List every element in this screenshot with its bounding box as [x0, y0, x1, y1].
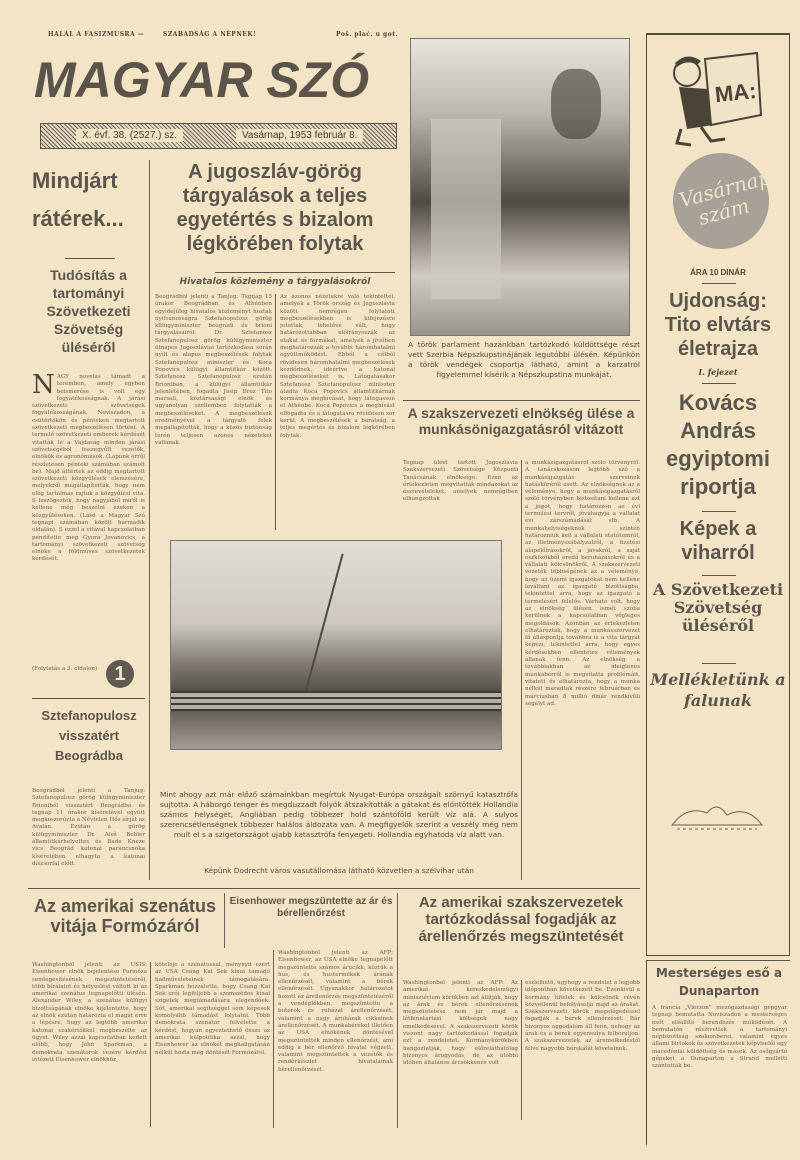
issue-number: X. évf. 38. (2527.) sz.: [76, 129, 183, 142]
issue-date: Vasárnap, 1953 február 8.: [236, 129, 363, 142]
issue-bar: [40, 123, 397, 149]
main-article-col2: Az azonos nézetekre való tekintettel, amelyek a Török ország és Jugoszlávia között nemrégen folytatott megbeszélésekben is kifejezésre jutottak, lehetővé vált, hogy határozottabban előirányozzák az utakat és formákat, amelyek a jövőben meghatározzák a további háromhatalmi együttműködést. Ebből a célból rövidesen háromhatalmi megbeszélések kezdődnek, ideértve a katonai megbeszéléseket is. Látogatásakor Sztefanosz Sztefanopulosz miniszter átadta Koca Popovics államtitkárnak kormánya meghívását, hogy látogasson el Athénbe. Koca Popovics a meghívást elfogadta és a látogatásra rövidesen sor kerül. A megbeszélések a barátság, a teljes megértés és bizalom légkörében folytak.: [280, 294, 395, 439]
column-rule: [150, 962, 151, 1127]
cartoon-label: MA:: [713, 77, 758, 108]
headline-main: A jugoszláv-görög tárgyalások a teljes egyetértés s bizalom légkörében folytak: [176, 161, 374, 255]
column-rule: [149, 160, 150, 880]
photo-detail: [431, 119, 501, 299]
divider: [702, 511, 736, 512]
column-rule: [521, 460, 522, 880]
headline-us-unions: Az amerikai szakszervezetek tartózkodással fogadják az árellenőrzés megszüntetését: [418, 894, 624, 945]
divider: [403, 400, 640, 401]
eisenhower-article-body: Washingtonból jelenti az AFP: Eisenhower, az USA elnöke tegnapelőtt megszüntette számos árucikk, köztük a hus, és hustermékek árának ellenőrzését, valamint a bérek ellenőrzését. Ugyanakkor határozatot hozott az árellenőrzés megszüntetéséről a vendéglőkben, megszüntette a butorok és ruházat árellenőrzését, valamint a nagy áruházak cikkeinek árellenőrzését. A munkabéreket illetően az USA elnökének döntésével megszüntették minden ellenőrzést, ami eddig a bér ellenőrző hivatal végzett, valamint megszüntették a vezetők és rendőrkészlet hivatalainak bérellenőrzését.: [278, 950, 393, 1073]
column-rule: [646, 960, 647, 1145]
column-rule: [224, 893, 225, 948]
column-rule: [521, 980, 522, 1120]
senate-article-col2: kötelője a szenátussal, menynyit ezért az USA Csang Kai Sek kínai támadó hadműveleteinek támogatására. Sparkman hozzátette, hogy Csang Kai Sek erői legfeljebb a szomszédos kínai szigetek megtámadására elegendőek. Sőt, amerikai segítséggel sem képesek komolyabb támadást folytatni. Több demokrata szenátor felvetette a kérdést, hogyan egyeztethető össze az amerikai külpolitika azzal, hogy Eisenhower az elnökét meghallgatásán nélkül hozta meg döntését Formózáról.: [155, 962, 270, 1056]
subhead-main: Hivatalos közlemény a tárgyalásokról: [179, 277, 371, 287]
photo-caption-storm: Mint ahogy azt már előző számainkban megírtuk Nyugat-Európa országait szörnyű katasztrófa sujtotta. A háborgó tenger és megduzzadt folyók átszakították a gátakat és elöntötték Hollandia számos helységét, Angliában pedig többezer hold szántóföld került víz alá. A sulyos szerencsétlenségnek többezer halálos áldozata van. A megfigyelők szerint a veszély még nem mult el s a szigetországot ujabb katasztrófa fenyegeti. Hollandia egyhatoda víz alatt van.: [160, 790, 518, 839]
dropcap: N: [32, 374, 55, 400]
sidebar-box: [646, 33, 790, 956]
photo-detail: [171, 691, 501, 711]
us-unions-col2: észlelhető, úgyhogy a rendelet a legjobb időpontban következett be. Ezenkívül a kormány hitelek és kölcsönök révén közvetlenül befolyásolja majd az árakat. Szakszervezeti körök megelégedéssel fogadják a bérek ellenőrzését. Bár bizonyos aggodalom áll fenn, nehogy az árak és a bérek egyensulya felboruljon. A szakszervezetek az áremelkedéstől félve nagyobb bérskálát követelnek.: [525, 980, 640, 1052]
rain-article-body: A francia „Vierzon” mezőgazdasági gépgyár tegnap bemutatta Noviszadon a mesterséges esőt előállító berendezés működését. A bemutatón résztvettek a tartományi népbizottság szakemberei, valamint egyes állami birtokok és szövetkezetek képviselői egy macedóniai küldöttség és mások. Az esőgyártó gépeket a Dunaparton a Strand melletti szántották be.: [652, 1005, 787, 1070]
photo-detail: [551, 69, 601, 139]
article-body-szovetkezet-text: AGY novelás támadt a teremben, amely egyben beismerése is volt egy fogyatékosságnak. A járási szövetkezeti szövetségek fogyatékosságának. Noviszadon, a csütörtökön és pénteken megtartott szövetkezeti megbeszélésen történt. A termelő szövetkezeti emberek kérdését vitatták le a Vajdaság minden járási szövetségéből összegyűlt vezetők, elnökök és agronómusok. (Lapunk erről részletesen pénteki számában számolt be). Majd áttértek az eddig megtartott szövetkezeti közgyűlések elemzésére, melyekről megállapították, hogy nem elég tartalmas rajtuk a közgyűlési vita. S leszögezték, hogy nagyjából miről is kellene még beszélni ezeken a közgyűléseken. (Lásd a Magyar Szó tegnapi számában közölt harmadik oldalán). S ezzel a vitával kapcsolatban pendítette meg Gyura Jovanovics, a tartományi szövetkezeti szövetség elnöke a földműves szövetkezetek kérdését.: [32, 374, 145, 563]
union-article-col2: a munkásigazgatásról szóló törvényről. A tanácskozáson legtöbb szó a munkásigazgatás szerveinek hatásköréről esett. Az elnökségnek az a véleménye, hogy a munkásigazgatásról szóló törvényben biztosítani kellene azt a jogot, hogy határozzon az évi termelési tervről, jóváhagyja a vállalat évi zárszámadását stb. A munkahelyiségeknek szintén határozniuk kell a vállalati statútumról, az illetményszabályzatról, a fizetési alapelőírásokról, a javakról, a saját eszközökből eredő beruházásokról és a vállalati kölcsönökről. A szakszervezeti vezetők többségének az a véleménye, hogy az üzemi igazgatókat nem kellene leváltani az igazgató bizottságba, tekintettel arra, hogy az igazgató a termelésért felelős. Várható volt, hogy az elnökség ülésén ismét szóba kerülnek a kapcsolatban végleges megoldások. Azonban az értekezleten elhatározták, hogy a munkásszervezet fő álláspontja továbbra is a vita tárgyát képezi, tekintettel arra, hogy egyes kérdésekben ellentétes vélemények állanak fenn. Az elnökség a továbbiakban az ideiglenes munkabérről is megvitatta problémáit, vitatott és elhatározta, hogy a munka nélkül maradtak részére februárban és márciusban 8 millió dinár rendkívüli segélyt ad.: [525, 460, 640, 707]
divider: [702, 575, 736, 576]
divider: [32, 698, 145, 699]
sidebar-item-kovacs[interactable]: Kovács András egyiptomi riportja: [666, 390, 770, 499]
us-unions-col1: Washingtonból jelenti az AFP: Az amerikai kereskedelemügyi minisztérium körökben azt állítják, hogy az árak és bérek ellenőrzésének megszüntetése nem jár majd a létfenntartási költségek nagy emelkedésével. A szakszervezeti körök viszont nagy tartózkodással fogadják ezt a rendeletet. Kormánykörökben hangoztatják, hogy előreláthatólag bizonyos árugyodás, de az utóbbi időben általános árcsökkenés volt: [403, 980, 518, 1067]
headline-rain: Mesterséges eső a Dunaparton: [655, 966, 783, 998]
photo-credit-storm: Képünk Dodrecht város vasutállomása látható közvetlen a szélvihar után: [204, 866, 474, 875]
headline-senate: Az amerikai szenátus vitája Formózáról: [33, 896, 217, 936]
divider: [65, 258, 115, 259]
article-body-sztefanopulosz: Beográdból jelenti a Tanjug: Sztefanopulosz görög külügyminiszter Brioniból visszatért Beográdba és tegnap 11 órakor kíséretével együtt megkoszorúzta a Névtelen Hős sírját az Avalán. Ezután a görög külügyminiszter Dr. Aleš Bebler államtitkárhelyettes és Bade Kneze vics Beográd katonai parancsnoka kíséretében elhagyta a katonai díszsorfal előtt.: [32, 788, 145, 867]
divider: [646, 960, 790, 961]
postage-note: Poš. plać. u got.: [336, 31, 399, 38]
subhead-tudositas: Tudósítás a tartományi Szövetkezeti Szövetség üléséről: [46, 267, 131, 355]
masthead: MAGYAR SZÓ: [34, 52, 370, 108]
continued-note[interactable]: (Folytatás a 3. oldalon): [32, 666, 98, 672]
column-rule: [275, 294, 276, 530]
vasarnapi-szam-stamp: [662, 142, 780, 260]
union-article-col1: Tegnap ülést tartott Jugoszlávia Szakszervezeti Szövetsége Központi Tanácsának elnöksége. Ezen az értekezleten megvitatták mindazokat az észrevételeket, amelyek nemrégiben elhangzottak: [403, 460, 518, 503]
photo-storm-station: [170, 540, 502, 750]
sidebar-item-tito-note: I. fejezet: [698, 367, 738, 377]
sidebar-item-kepek[interactable]: Képek a viharról: [679, 518, 757, 564]
stamp-text: Vasárnapi szám: [676, 163, 780, 230]
main-article-col1: Beográdból jelenti a Tanjug: Tegnap 15 órakor Beográdban és Athénben egyidejűleg hivatalos közleményt hoztak nyilvánosságra Sztefanopulosz görög külügyminiszter beográdi és brioni tárgyalásairól: Dr. Sztefanosz Sztefanopulosz görög külügyminiszter ötnapos Jugoszláviai tartózkodása során nyílt és alapos megbeszélések folytak Sztefanopulosz miniszter és Koca Popovics külügyi államtitkár között. Sztefanosz Sztefanopulosz ezután Brioniban, a külügyi államtitkár jelenlétében, fogadta Josip Broz Tito marsall, köztársasági elnök és ugyanolyan szellemben folytatták a megbeszéléseket. A megbeszélések eredményével a tárgyaló felek megállapították, hogy a közös biztonság terén teljesen azonos nézeteket vallanak.: [155, 294, 272, 446]
photo-turkish-delegation: [410, 38, 630, 336]
price: ÁRA 10 DINÁR: [690, 268, 746, 277]
slogan-right: SZABADSÁG A NÉPNEK!: [163, 31, 257, 38]
newsboy-cartoon-icon: [667, 45, 777, 150]
village-sketch-icon: [667, 795, 767, 835]
page-one-badge: 1: [106, 660, 134, 688]
photo-detail: [300, 553, 343, 708]
column-rule: [397, 893, 398, 1128]
divider: [702, 383, 736, 384]
divider: [702, 283, 736, 284]
sidebar-item-szovetseg[interactable]: A Szövetkezeti Szövetség üléséről: [652, 580, 784, 635]
section-divider: [28, 888, 640, 889]
headline-union: A szakszervezeti elnökség ülése a munkásönigazgatásról vitázott: [407, 405, 635, 437]
headline-sztefanopulosz: Sztefanopulosz visszatért Beográdba: [41, 708, 137, 763]
column-rule: [273, 950, 274, 1128]
senate-article-col1: Washingtonból jelenti az USIS: Eisenhower elnök bejelentése Formóza semlegesítésének megszüntetéséről, több bírálatot és helyeslést váltott ki az amerikai szenátus tegnapelőtti ülésén. Alexander Wiley, a szenátus külügyi bizottságának elnöke kijelentette, hogy az elnök ezután határozta el magát erre a lépésre, hogy az legtöbb amerikai katonai szakértőkkel megbeszélte az ügyet. Wiley azzal kapcsolatban kedett előbb, hogy John Sparkman, a demokrata szenátorok vezére kérdést intézett Eisenhower elnökhöz,: [32, 962, 147, 1063]
article-body-szovetkezet: [32, 374, 145, 649]
headline-eisenhower: Eisenhower megszüntette az ár és bérellenőrzést: [229, 896, 393, 919]
sidebar-item-melleklet[interactable]: Mellékletünk a falunak: [650, 670, 786, 710]
sidebar-item-tito[interactable]: Ujdonság: Tito elvtárs életrajza: [664, 290, 772, 360]
divider: [702, 663, 736, 664]
photo-caption-turkish: A török parlament hazánkban tartózkodó küldöttsége részt vett Szerbia Népszkupstinájának legutóbbi ülésén. Képünkön a török vendégek csoportja látható, amint a karzatról figyelemmel kísérik a Népszkupstina munkáját.: [408, 340, 640, 379]
slogan-left: HALÁL A FASIZMUSRA —: [48, 31, 145, 38]
headline-mindjart: Mindjárt rátérek...: [32, 168, 124, 231]
divider: [215, 272, 395, 273]
